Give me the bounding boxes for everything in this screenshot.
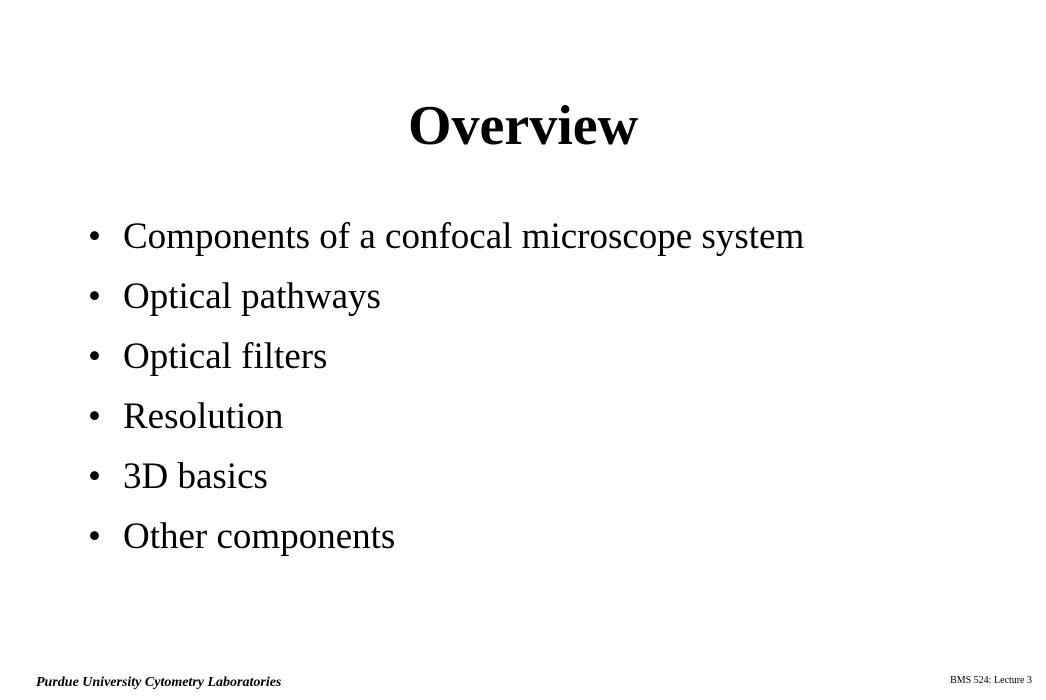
bullet-text: 3D basics (123, 456, 268, 497)
bullet-icon: • (88, 396, 101, 437)
bullet-icon: • (88, 216, 101, 257)
bullet-text: Components of a confocal microscope system (123, 216, 805, 257)
slide-title: Overview (407, 95, 639, 157)
bullet-icon: • (88, 456, 101, 497)
bullet-item (88, 453, 804, 501)
footer-institution: Purdue University Cytometry Laboratories (36, 675, 282, 690)
bullet-item (88, 513, 804, 561)
bullet-text: Optical filters (123, 336, 328, 377)
bullet-text: Optical pathways (123, 276, 381, 317)
bullet-text: Resolution (123, 396, 284, 437)
bullet-text: Other components (123, 516, 396, 557)
bullet-list (88, 213, 804, 573)
bullet-item (88, 213, 804, 261)
bullet-item (88, 333, 804, 381)
footer-lecture-label: BMS 524: Lecture 3 (950, 675, 1032, 686)
bullet-icon: • (88, 516, 101, 557)
bullet-icon: • (88, 276, 101, 317)
bullet-item (88, 393, 804, 441)
bullet-item (88, 273, 804, 321)
bullet-icon: • (88, 336, 101, 377)
